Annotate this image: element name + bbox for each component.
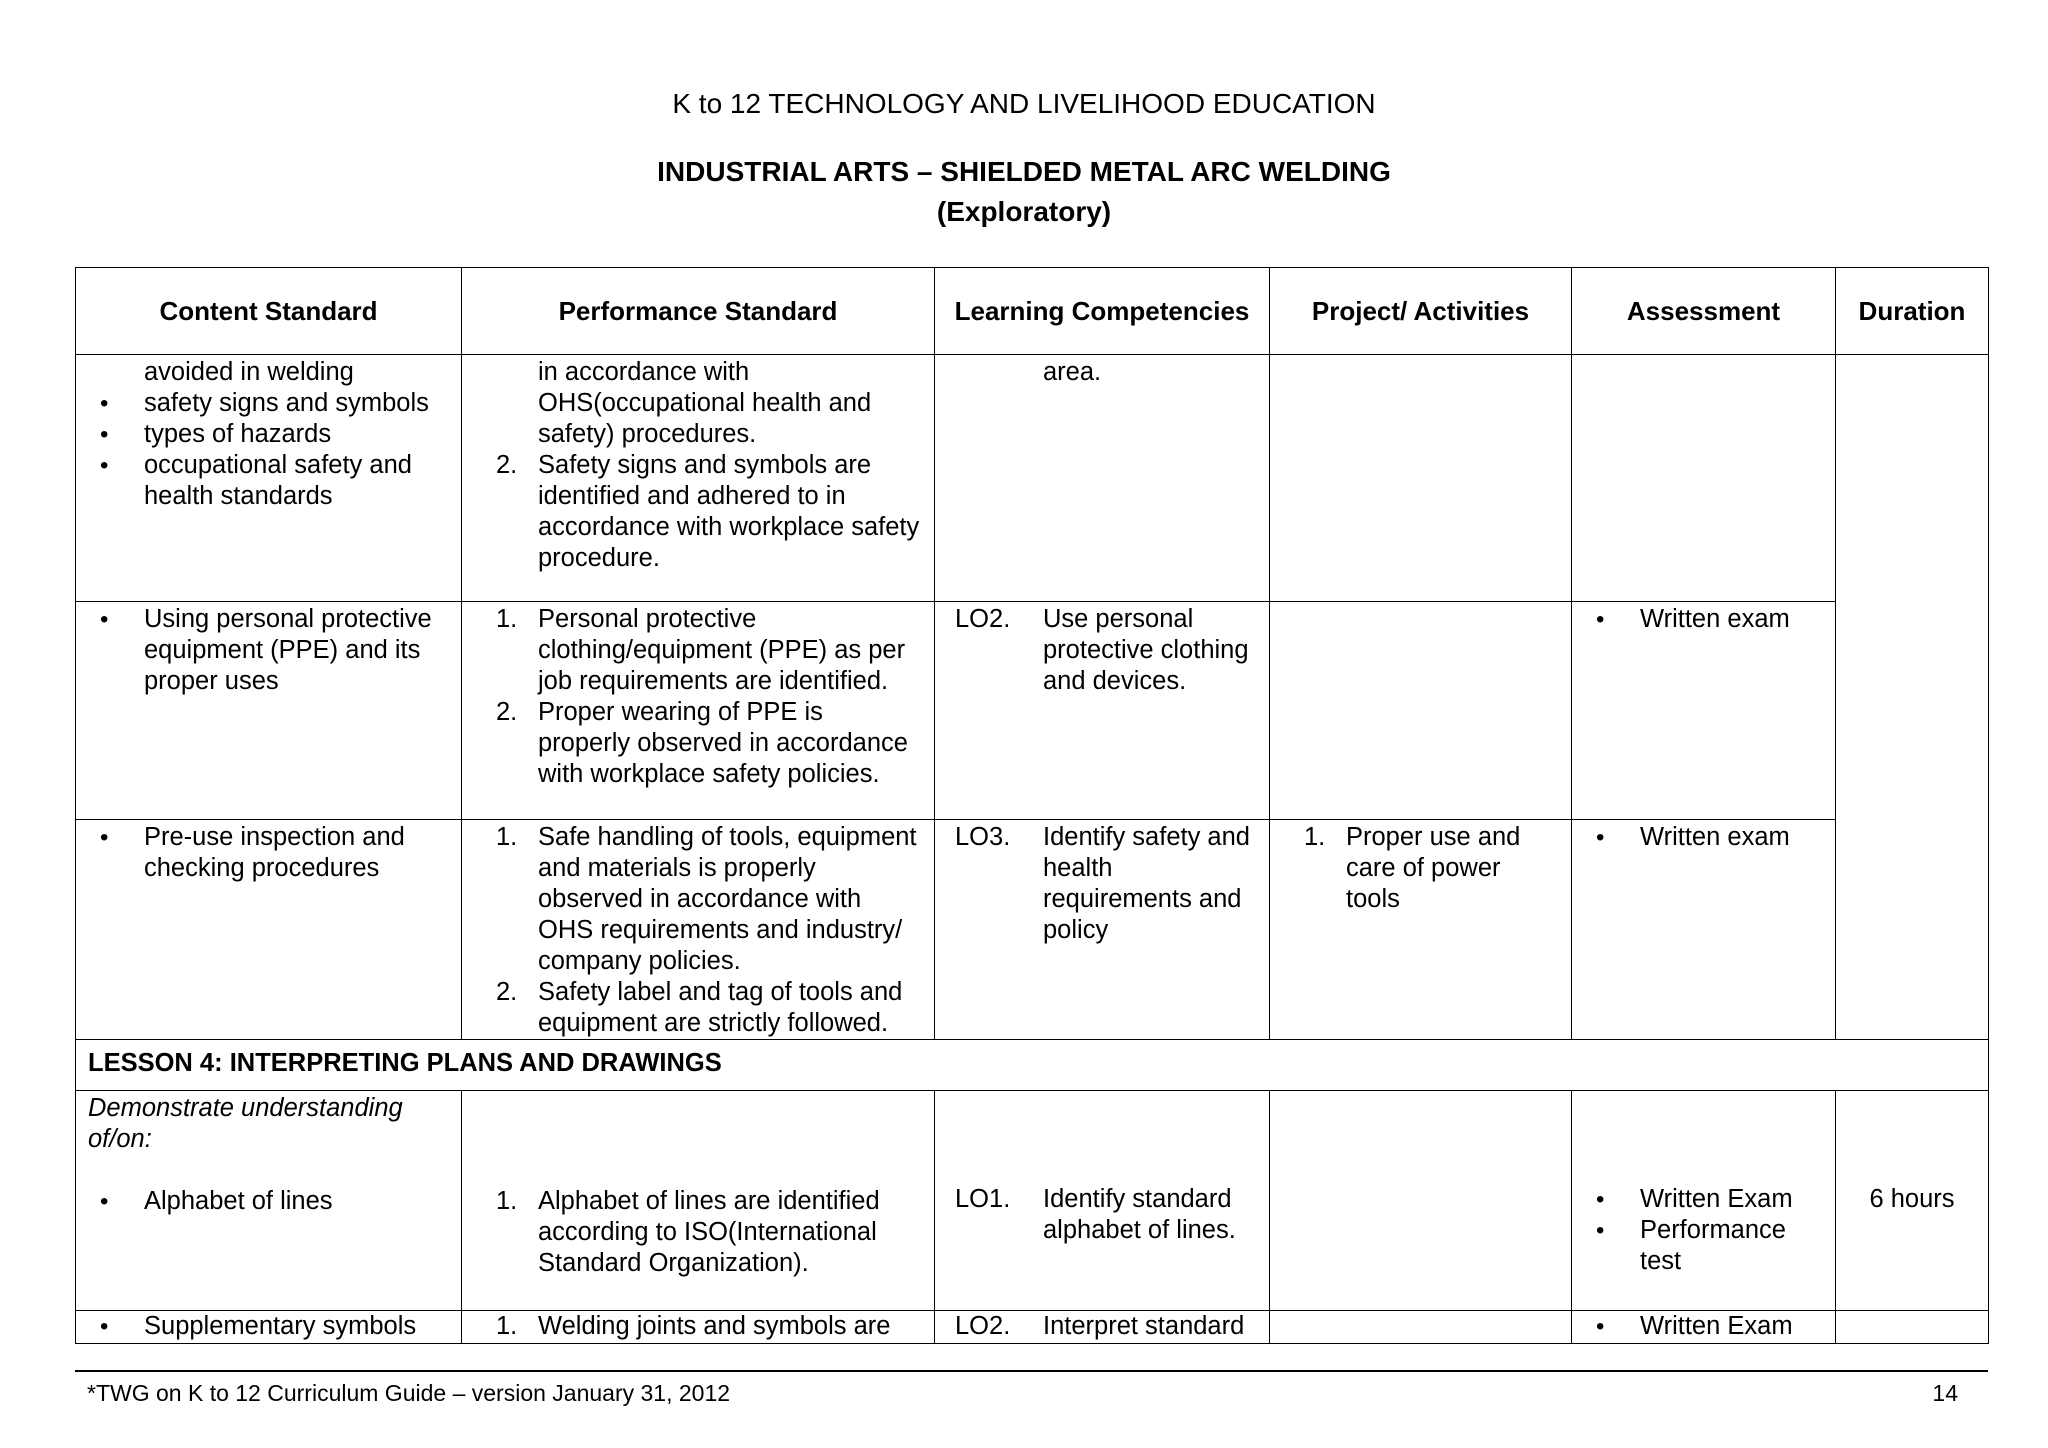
- item-text: Safety signs and symbols are identified and adhered to in accordance with workplace safety procedure.: [538, 451, 920, 572]
- lesson-heading-row: [76, 1040, 1989, 1091]
- list-item: • Written exam: [1584, 822, 1823, 853]
- duration-value: 6 hours: [1869, 1185, 1955, 1213]
- assessment-cell: [1572, 602, 1836, 820]
- project-cell: [1270, 355, 1572, 602]
- project-cell: [1270, 820, 1572, 1040]
- table-row: [76, 602, 1989, 820]
- list-item: • occupational safety and health standards: [88, 450, 449, 512]
- lo-text: Identify safety and health requirements and policy: [1043, 823, 1250, 944]
- footer-note: *TWG on K to 12 Curriculum Guide – version January 31, 2012: [87, 1380, 731, 1406]
- column-header: Performance Standard: [462, 268, 935, 355]
- project-cell: [1270, 1091, 1572, 1311]
- duration-cell: [1836, 355, 1989, 1040]
- curriculum-table: [75, 267, 1989, 1344]
- list-item: [474, 977, 922, 1039]
- item-text: Personal protective clothing/equipment (PPE) as per job requirements are identified.: [538, 605, 906, 695]
- page-number: 14: [1932, 1380, 1958, 1406]
- list-item: [474, 1311, 922, 1342]
- document-subtitle: [0, 152, 2048, 232]
- item-number: 2.: [496, 451, 518, 479]
- subtitle-line-1: INDUSTRIAL ARTS – SHIELDED METAL ARC WELDING: [657, 156, 1391, 187]
- list-item: avoided in welding: [144, 358, 354, 386]
- project-cell: [1270, 1311, 1572, 1344]
- content-standard-cell: [76, 602, 462, 820]
- list-item: • Performance test: [1584, 1215, 1823, 1277]
- performance-standard-cell: [462, 1311, 935, 1344]
- list-item: • Using personal protective equipment (PPE) and its proper uses: [88, 604, 449, 697]
- list-item: • types of hazards: [88, 419, 449, 450]
- list-item: [474, 1186, 922, 1279]
- list-item: • Written Exam: [1584, 1184, 1823, 1215]
- column-header: Duration: [1836, 268, 1989, 355]
- assessment-cell: [1572, 820, 1836, 1040]
- item-number: 1.: [1304, 823, 1326, 851]
- item-number: 1.: [496, 605, 518, 633]
- item-text: Alphabet of lines are identified according to ISO(International Standard Organization).: [538, 1187, 880, 1277]
- assessment-cell: [1572, 355, 1836, 602]
- content-standard-cell: [76, 1091, 462, 1311]
- lo-text: Identify standard alphabet of lines.: [1043, 1185, 1236, 1244]
- learning-competency-cell: [935, 355, 1270, 602]
- table-row: [76, 820, 1989, 1040]
- content-standard-cell: [76, 355, 462, 602]
- list-item: • safety signs and symbols: [88, 388, 449, 419]
- column-header: Project/ Activities: [1270, 268, 1572, 355]
- list-item: • Written exam: [1584, 604, 1823, 635]
- list-item: • Pre-use inspection and checking procedures: [88, 822, 449, 884]
- duration-cell: [1836, 1091, 1989, 1311]
- item-text: Proper use and care of power tools: [1346, 823, 1521, 913]
- list-item: • Supplementary symbols: [88, 1311, 449, 1342]
- item-text: Safe handling of tools, equipment and materials is properly observed in accordance with OHS requirements and industry/ company policies.: [538, 823, 917, 975]
- lo-label: LO2.: [955, 605, 1011, 633]
- performance-standard-cell: [462, 355, 935, 602]
- item-text: Safety label and tag of tools and equipment are strictly followed.: [538, 978, 903, 1037]
- learning-competency-cell: [935, 1091, 1270, 1311]
- intro-text: Demonstrate understanding of/on:: [88, 1094, 403, 1153]
- column-header: Assessment: [1572, 268, 1836, 355]
- list-item: • Written Exam: [1584, 1311, 1823, 1342]
- item-number: 2.: [496, 698, 518, 726]
- list-item: [474, 697, 922, 790]
- performance-standard-cell: [462, 1091, 935, 1311]
- footer-divider: [75, 1370, 1988, 1372]
- column-header: Content Standard: [76, 268, 462, 355]
- learning-competency-cell: [935, 1311, 1270, 1344]
- column-header: Learning Competencies: [935, 268, 1270, 355]
- content-standard-cell: [76, 1311, 462, 1344]
- content-standard-cell: [76, 820, 462, 1040]
- learning-competency-cell: [935, 820, 1270, 1040]
- performance-standard-cell: [462, 820, 935, 1040]
- lesson-title: LESSON 4: INTERPRETING PLANS AND DRAWINGS: [76, 1040, 1989, 1091]
- list-item: [474, 357, 922, 450]
- subtitle-line-2: (Exploratory): [936, 196, 1112, 227]
- item-text: Proper wearing of PPE is properly observed in accordance with workplace safety policies.: [538, 698, 908, 788]
- duration-cell: [1836, 1311, 1989, 1344]
- item-number: 1.: [496, 1187, 518, 1215]
- project-cell: [1270, 602, 1572, 820]
- item-text: Welding joints and symbols are: [538, 1312, 891, 1340]
- lo-text: Use personal protective clothing and devices.: [1043, 605, 1249, 695]
- learning-competency-cell: [935, 602, 1270, 820]
- list-item: • Alphabet of lines: [88, 1186, 449, 1217]
- performance-standard-cell: [462, 602, 935, 820]
- list-item: [474, 604, 922, 697]
- document-title: K to 12 TECHNOLOGY AND LIVELIHOOD EDUCATION: [672, 88, 1376, 119]
- list-item: [474, 822, 922, 977]
- lo-label: LO2.: [955, 1312, 1011, 1340]
- table-header-row: [76, 268, 1989, 355]
- continued-text: in accordance with OHS(occupational health and safety) procedures.: [538, 358, 872, 448]
- table-row: [76, 1091, 1989, 1311]
- lo-text: Interpret standard: [1043, 1312, 1245, 1340]
- lo-label: LO3.: [955, 823, 1011, 851]
- item-number: 2.: [496, 978, 518, 1006]
- item-number: 1.: [496, 1312, 518, 1340]
- assessment-cell: [1572, 1311, 1836, 1344]
- assessment-cell: [1572, 1091, 1836, 1311]
- table-row: [76, 355, 1989, 602]
- list-item: [1282, 822, 1559, 915]
- lo-label: LO1.: [955, 1185, 1011, 1213]
- list-item: [474, 450, 922, 574]
- table-row: [76, 1311, 1989, 1344]
- continued-text: area.: [1043, 358, 1102, 386]
- item-number: 1.: [496, 823, 518, 851]
